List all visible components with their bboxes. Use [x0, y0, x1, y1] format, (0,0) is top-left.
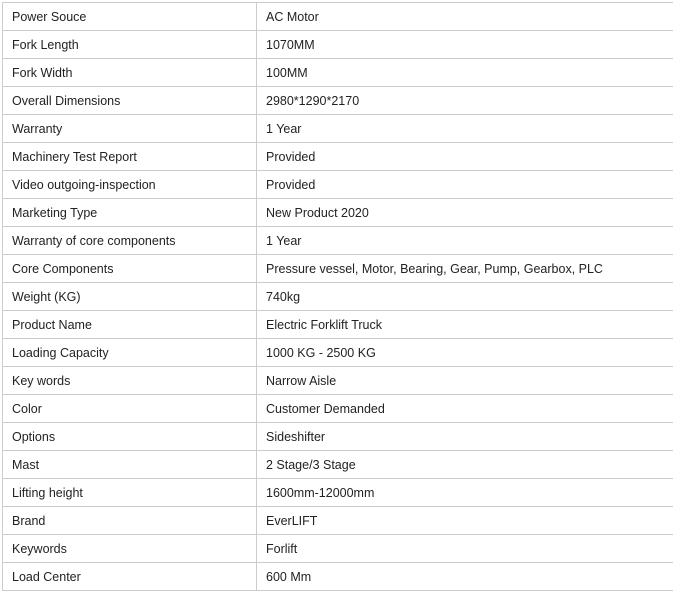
spec-label: Warranty of core components [3, 227, 257, 255]
spec-value: EverLIFT [257, 507, 673, 535]
table-row [3, 507, 673, 535]
table-row [3, 255, 673, 283]
table-row [3, 395, 673, 423]
spec-value: Provided [257, 143, 673, 171]
spec-value: 100MM [257, 59, 673, 87]
spec-label: Brand [3, 507, 257, 535]
table-row [3, 339, 673, 367]
spec-label: Machinery Test Report [3, 143, 257, 171]
spec-value: New Product 2020 [257, 199, 673, 227]
table-row [3, 451, 673, 479]
table-row [3, 3, 673, 31]
table-row [3, 227, 673, 255]
spec-label: Product Name [3, 311, 257, 339]
table-row [3, 563, 673, 591]
spec-value: Pressure vessel, Motor, Bearing, Gear, Pump, Gearbox, PLC [257, 255, 673, 283]
spec-label: Loading Capacity [3, 339, 257, 367]
spec-label: Keywords [3, 535, 257, 563]
spec-value: 1000 KG - 2500 KG [257, 339, 673, 367]
spec-label: Key words [3, 367, 257, 395]
spec-label: Video outgoing-inspection [3, 171, 257, 199]
table-row [3, 31, 673, 59]
spec-table [2, 2, 673, 591]
spec-value: Provided [257, 171, 673, 199]
table-row [3, 367, 673, 395]
table-row [3, 283, 673, 311]
spec-value: 1 Year [257, 227, 673, 255]
spec-label: Mast [3, 451, 257, 479]
table-row [3, 143, 673, 171]
spec-value: 600 Mm [257, 563, 673, 591]
spec-label: Core Components [3, 255, 257, 283]
table-row [3, 535, 673, 563]
spec-value: Electric Forklift Truck [257, 311, 673, 339]
table-row [3, 479, 673, 507]
table-row [3, 199, 673, 227]
spec-label: Color [3, 395, 257, 423]
spec-value: AC Motor [257, 3, 673, 31]
table-row [3, 171, 673, 199]
table-row [3, 423, 673, 451]
spec-label: Fork Length [3, 31, 257, 59]
table-row [3, 311, 673, 339]
spec-value: 1 Year [257, 115, 673, 143]
spec-label: Marketing Type [3, 199, 257, 227]
spec-value: 1600mm-12000mm [257, 479, 673, 507]
spec-label: Lifting height [3, 479, 257, 507]
spec-value: Sideshifter [257, 423, 673, 451]
spec-label: Overall Dimensions [3, 87, 257, 115]
spec-value: Customer Demanded [257, 395, 673, 423]
table-row [3, 115, 673, 143]
spec-value: Narrow Aisle [257, 367, 673, 395]
spec-value: 1070MM [257, 31, 673, 59]
spec-label: Power Souce [3, 3, 257, 31]
spec-value: 740kg [257, 283, 673, 311]
table-row [3, 59, 673, 87]
spec-label: Weight (KG) [3, 283, 257, 311]
table-row [3, 87, 673, 115]
spec-value: 2 Stage/3 Stage [257, 451, 673, 479]
spec-label: Load Center [3, 563, 257, 591]
spec-value: Forlift [257, 535, 673, 563]
spec-label: Fork Width [3, 59, 257, 87]
spec-label: Options [3, 423, 257, 451]
spec-value: 2980*1290*2170 [257, 87, 673, 115]
spec-label: Warranty [3, 115, 257, 143]
